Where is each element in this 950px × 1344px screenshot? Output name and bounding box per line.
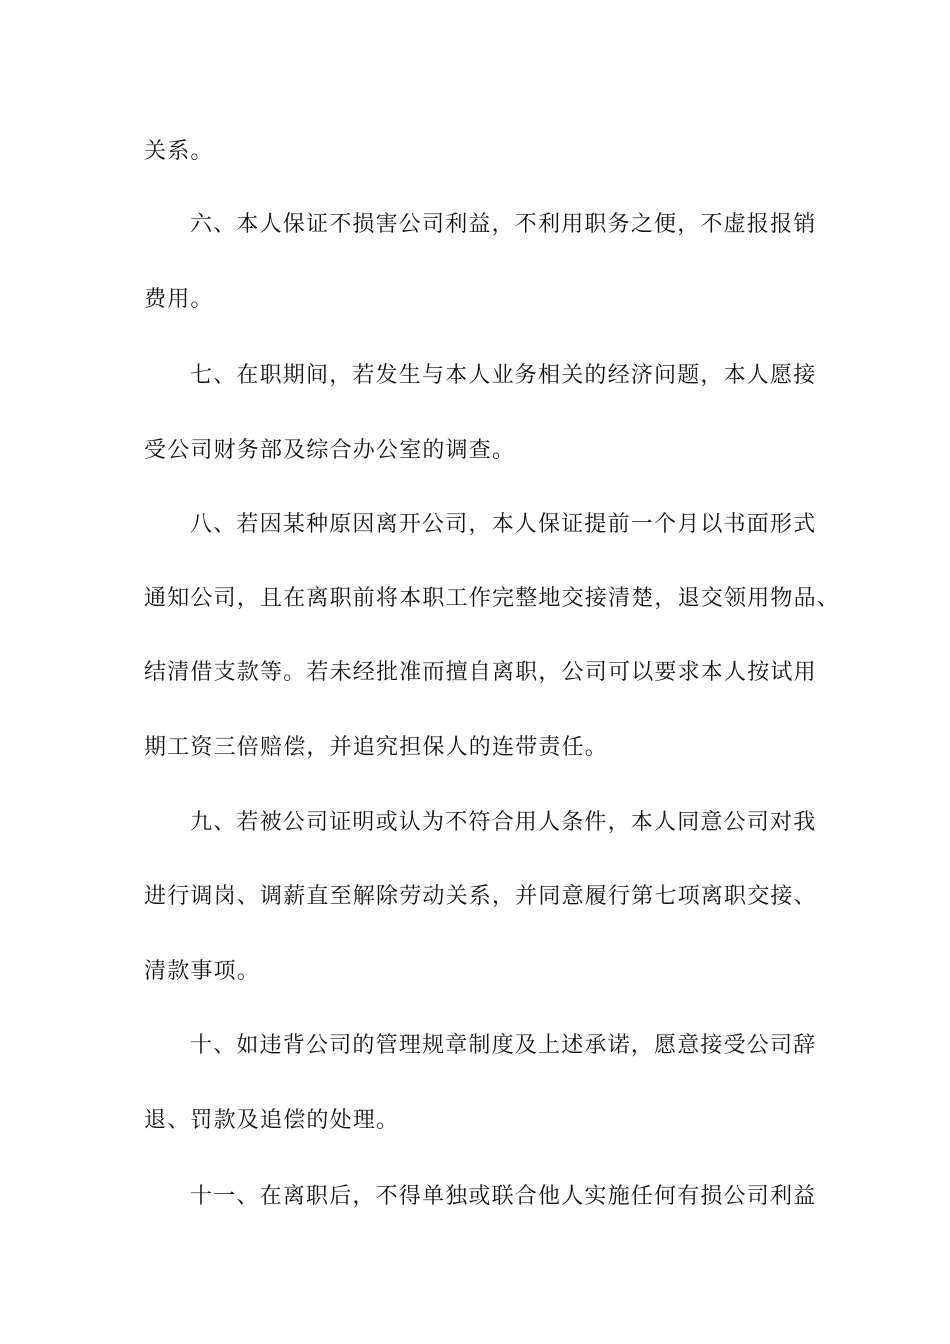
clause-6-line-2: 费用。 (144, 287, 214, 312)
clause-7-line-1: 七、在职期间，若发生与本人业务相关的经济问题，本人愿接 (190, 363, 817, 388)
text-line-relationship-end: 关系。 (144, 139, 214, 164)
clause-9-line-2: 进行调岗、调薪直至解除劳动关系，并同意履行第七项离职交接、 (144, 884, 817, 909)
clause-9-line-3: 清款事项。 (144, 959, 261, 984)
clause-11-line-1: 十一、在离职后，不得单独或联合他人实施任何有损公司利益 (190, 1184, 817, 1209)
clause-6-line-1: 六、本人保证不损害公司利益，不利用职务之便，不虚报报销 (190, 212, 817, 237)
clause-10-line-1: 十、如违背公司的管理规章制度及上述承诺，愿意接受公司辞 (190, 1033, 817, 1058)
clause-8-line-1: 八、若因某种原因离开公司，本人保证提前一个月以书面形式 (190, 512, 817, 537)
clause-8-line-3: 结清借支款等。若未经批准而擅自离职，公司可以要求本人按试用 (144, 660, 817, 685)
clause-8-line-2: 通知公司，且在离职前将本职工作完整地交接清楚，退交领用物品、 (144, 586, 841, 611)
clause-8-line-4: 期工资三倍赔偿，并追究担保人的连带责任。 (144, 735, 609, 760)
clause-7-line-2: 受公司财务部及综合办公室的调查。 (144, 438, 516, 463)
clause-10-line-2: 退、罚款及追偿的处理。 (144, 1108, 400, 1133)
clause-9-line-1: 九、若被公司证明或认为不符合用人条件，本人同意公司对我 (190, 810, 817, 835)
